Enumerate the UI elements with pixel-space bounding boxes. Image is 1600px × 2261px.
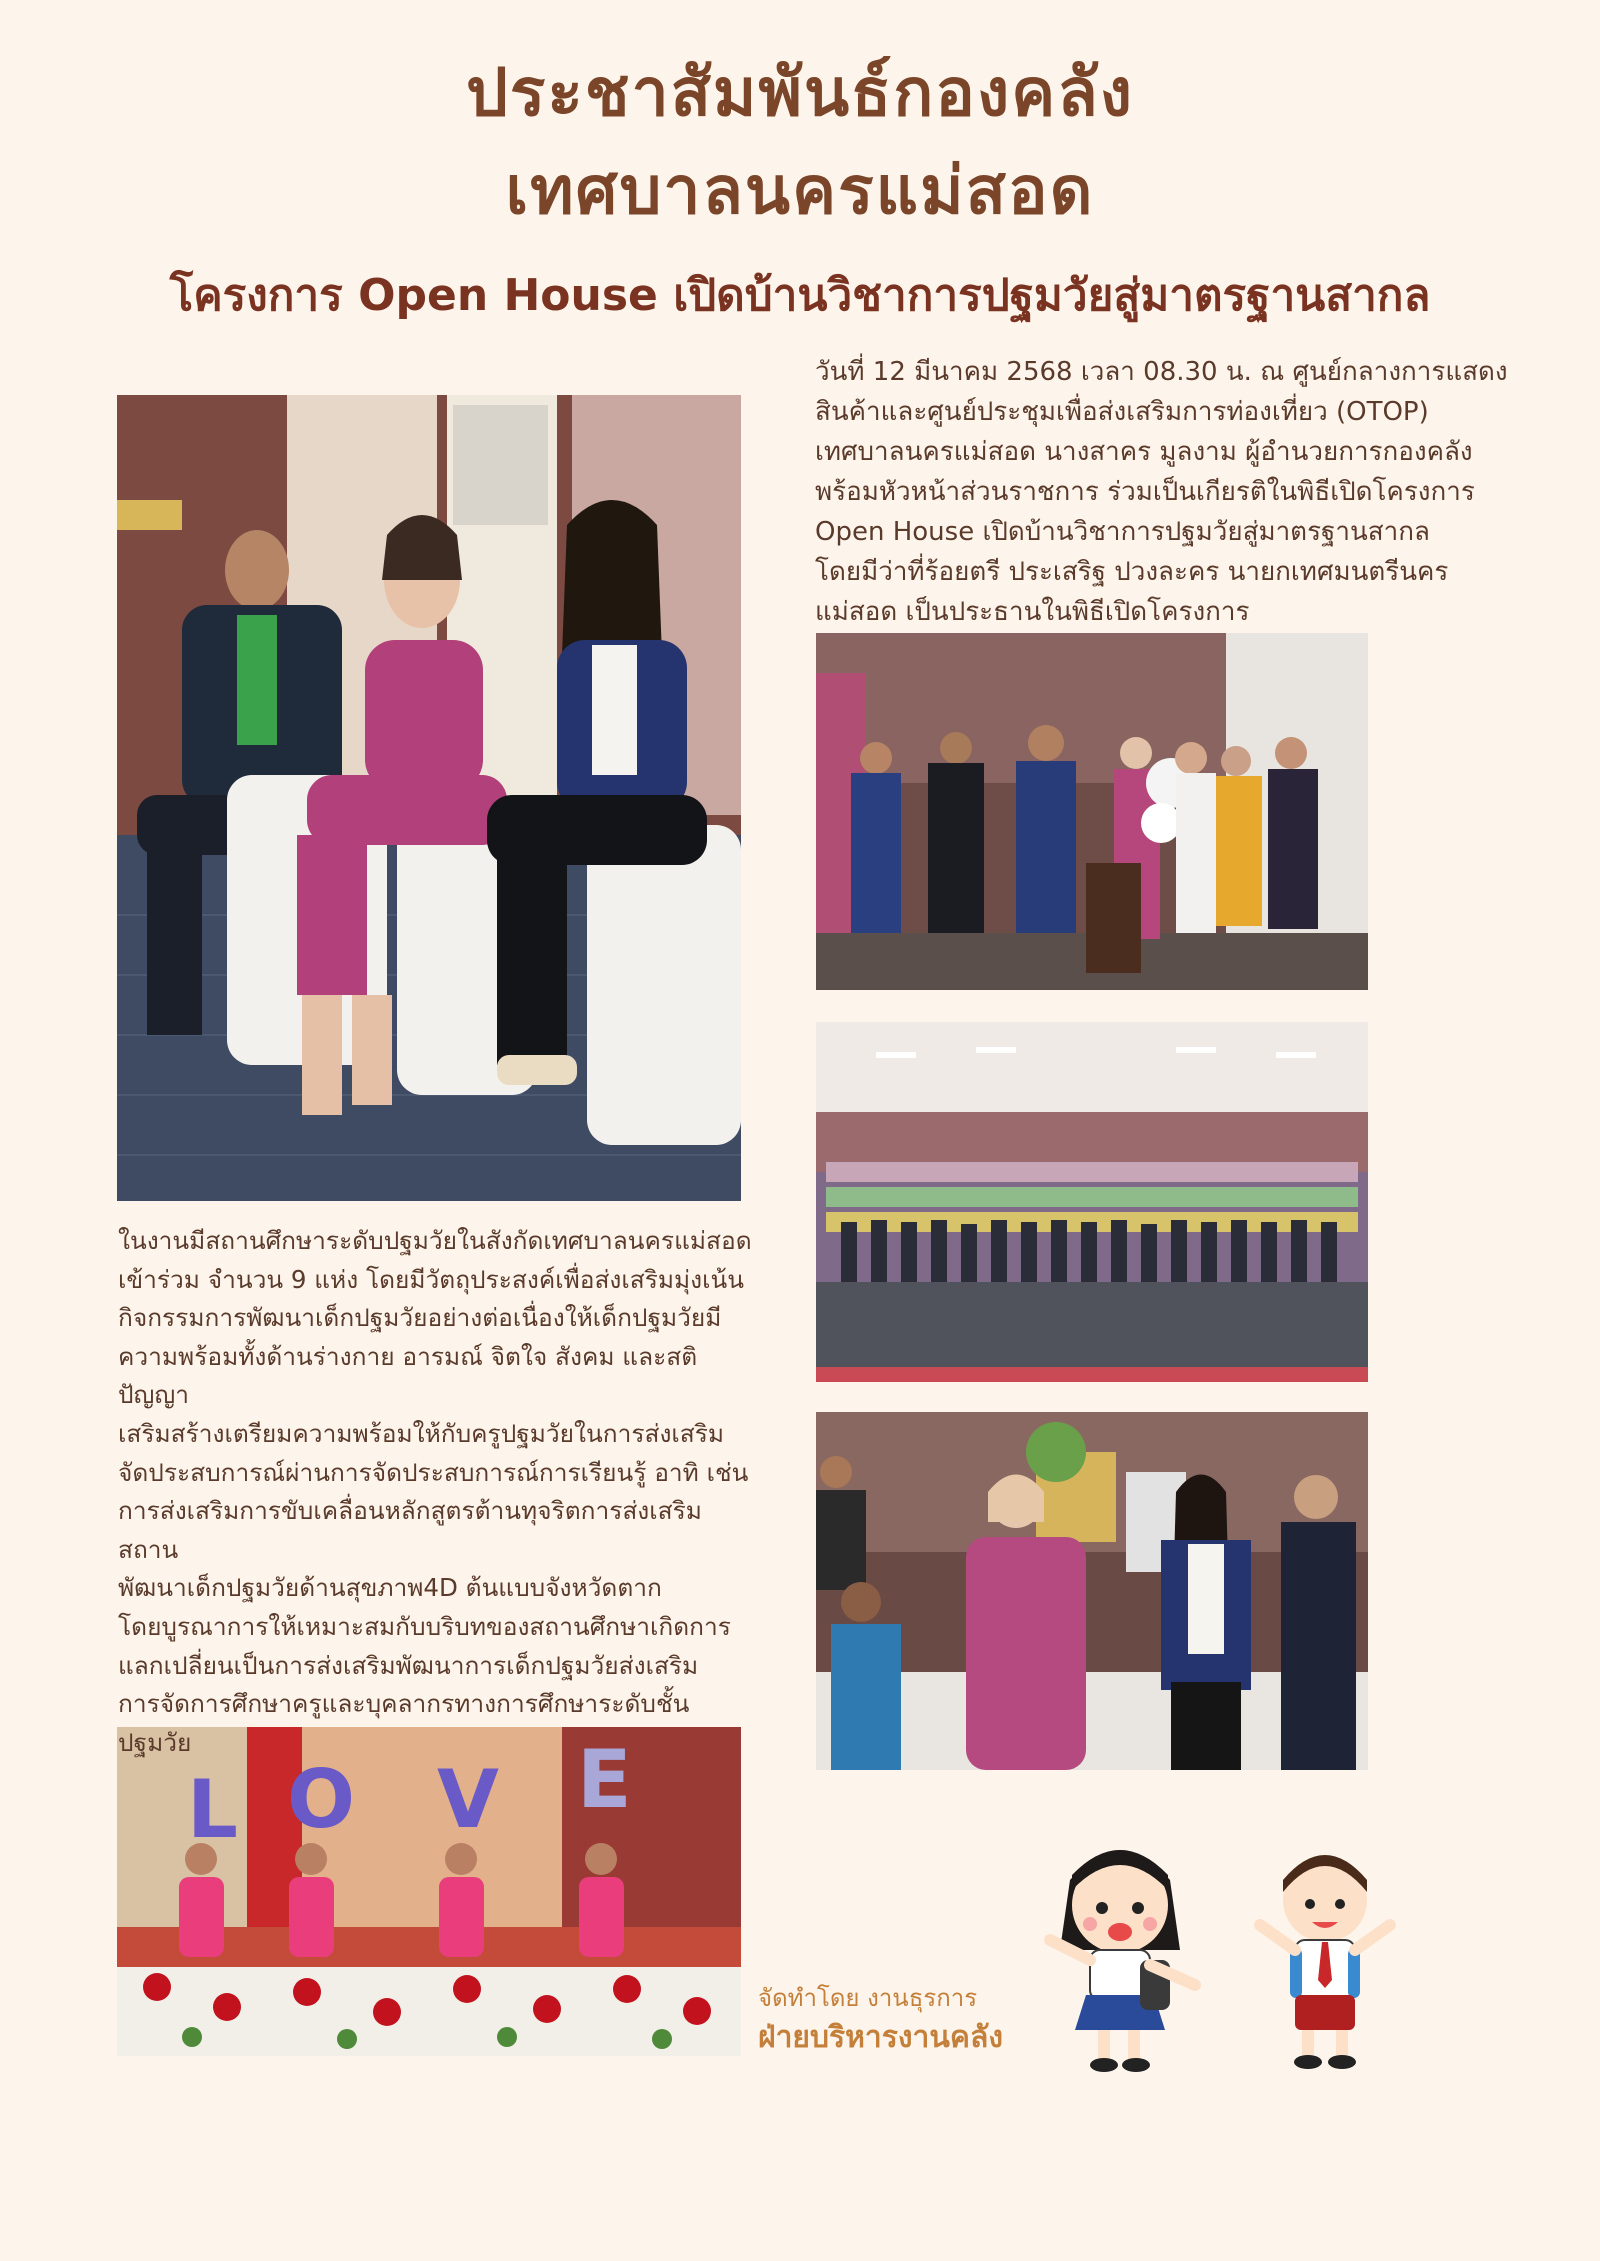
photo-seated-officials: [117, 395, 741, 1201]
photo-children-performance: [117, 1727, 741, 2056]
body-line: จัดประสบการณ์ผ่านการจัดประสบการณ์การเรียนรู้ อาทิ เช่น: [118, 1457, 749, 1487]
page-title-line-1: ประชาสัมพันธ์กองคลัง: [466, 53, 1134, 131]
intro-line: วันที่ 12 มีนาคม 2568 เวลา 08.30 น. ณ ศูนย์กลางการแสดง: [815, 357, 1508, 387]
body-line: การส่งเสริมการขับเคลื่อนหลักสูตรต้านทุจริตการส่งเสริมสถาน: [118, 1496, 702, 1564]
photo-group-hall: [816, 1022, 1368, 1382]
body-paragraph: [118, 1222, 758, 1762]
body-line: พัฒนาเด็กปฐมวัยด้านสุขภาพ4D ต้นแบบจังหวัดตาก: [118, 1573, 662, 1603]
intro-line: เทศบาลนครแม่สอด นางสาคร มูลงาม ผู้อำนวยการกองคลัง: [815, 437, 1473, 467]
photo-opening-ceremony: [816, 633, 1368, 990]
body-line: เสริมสร้างเตรียมความพร้อมให้กับครูปฐมวัยในการส่งเสริม: [118, 1418, 725, 1448]
cartoon-boy-illustration: [1240, 1830, 1410, 2080]
cartoon-girl-illustration: [1020, 1820, 1220, 2080]
intro-line: สินค้าและศูนย์ประชุมเพื่อส่งเสริมการท่องเที่ยว (OTOP): [815, 397, 1429, 427]
intro-line: พร้อมหัวหน้าส่วนราชการ ร่วมเป็นเกียรติในพิธีเปิดโครงการ: [815, 477, 1475, 507]
letter-e: E: [577, 1733, 632, 1826]
intro-line: Open House เปิดบ้านวิชาการปฐมวัยสู่มาตรฐานสากล: [815, 517, 1430, 547]
credit-department: ฝ่ายบริหารงานคลัง: [758, 2020, 1003, 2055]
letter-v: V: [437, 1753, 499, 1846]
body-line: โดยบูรณาการให้เหมาะสมกับบริบทของสถานศึกษาเกิดการ: [118, 1611, 731, 1641]
intro-line: โดยมีว่าที่ร้อยตรี ประเสริฐ ปวงละคร นายกเทศมนตรีนคร: [815, 557, 1449, 587]
body-line: เข้าร่วม จำนวน 9 แห่ง โดยมีวัตถุประสงค์เพื่อส่งเสริมมุ่งเน้น: [118, 1264, 744, 1294]
body-line: กิจกรรมการพัฒนาเด็กปฐมวัยอย่างต่อเนื่องให้เด็กปฐมวัยมี: [118, 1303, 722, 1333]
credit-prepared-by: จัดทำโดย งานธุรการ: [758, 1984, 978, 2012]
body-line: ความพร้อมทั้งด้านร่างกาย อารมณ์ จิตใจ สังคม และสติปัญญา: [118, 1341, 698, 1410]
body-line: ในงานมีสถานศึกษาระดับปฐมวัยในสังกัดเทศบาลนครแม่สอด: [118, 1226, 752, 1255]
intro-line: แม่สอด เป็นประธานในพิธีเปิดโครงการ: [815, 597, 1250, 627]
body-line: การจัดการศึกษาครูและบุคลากรทางการศึกษาระดับชั้นปฐมวัย: [118, 1689, 690, 1757]
letter-o: O: [287, 1753, 356, 1846]
intro-paragraph: [815, 352, 1535, 632]
project-subtitle: โครงการ Open House เปิดบ้านวิชาการปฐมวัยสู่มาตรฐานสากล: [169, 270, 1431, 321]
letter-l: L: [187, 1763, 238, 1856]
body-line: แลกเปลี่ยนเป็นการส่งเสริมพัฒนาการเด็กปฐมวัยส่งเสริม: [118, 1650, 699, 1680]
page-title-line-2: เทศบาลนครแม่สอด: [505, 151, 1095, 229]
photo-greeting: [816, 1412, 1368, 1770]
